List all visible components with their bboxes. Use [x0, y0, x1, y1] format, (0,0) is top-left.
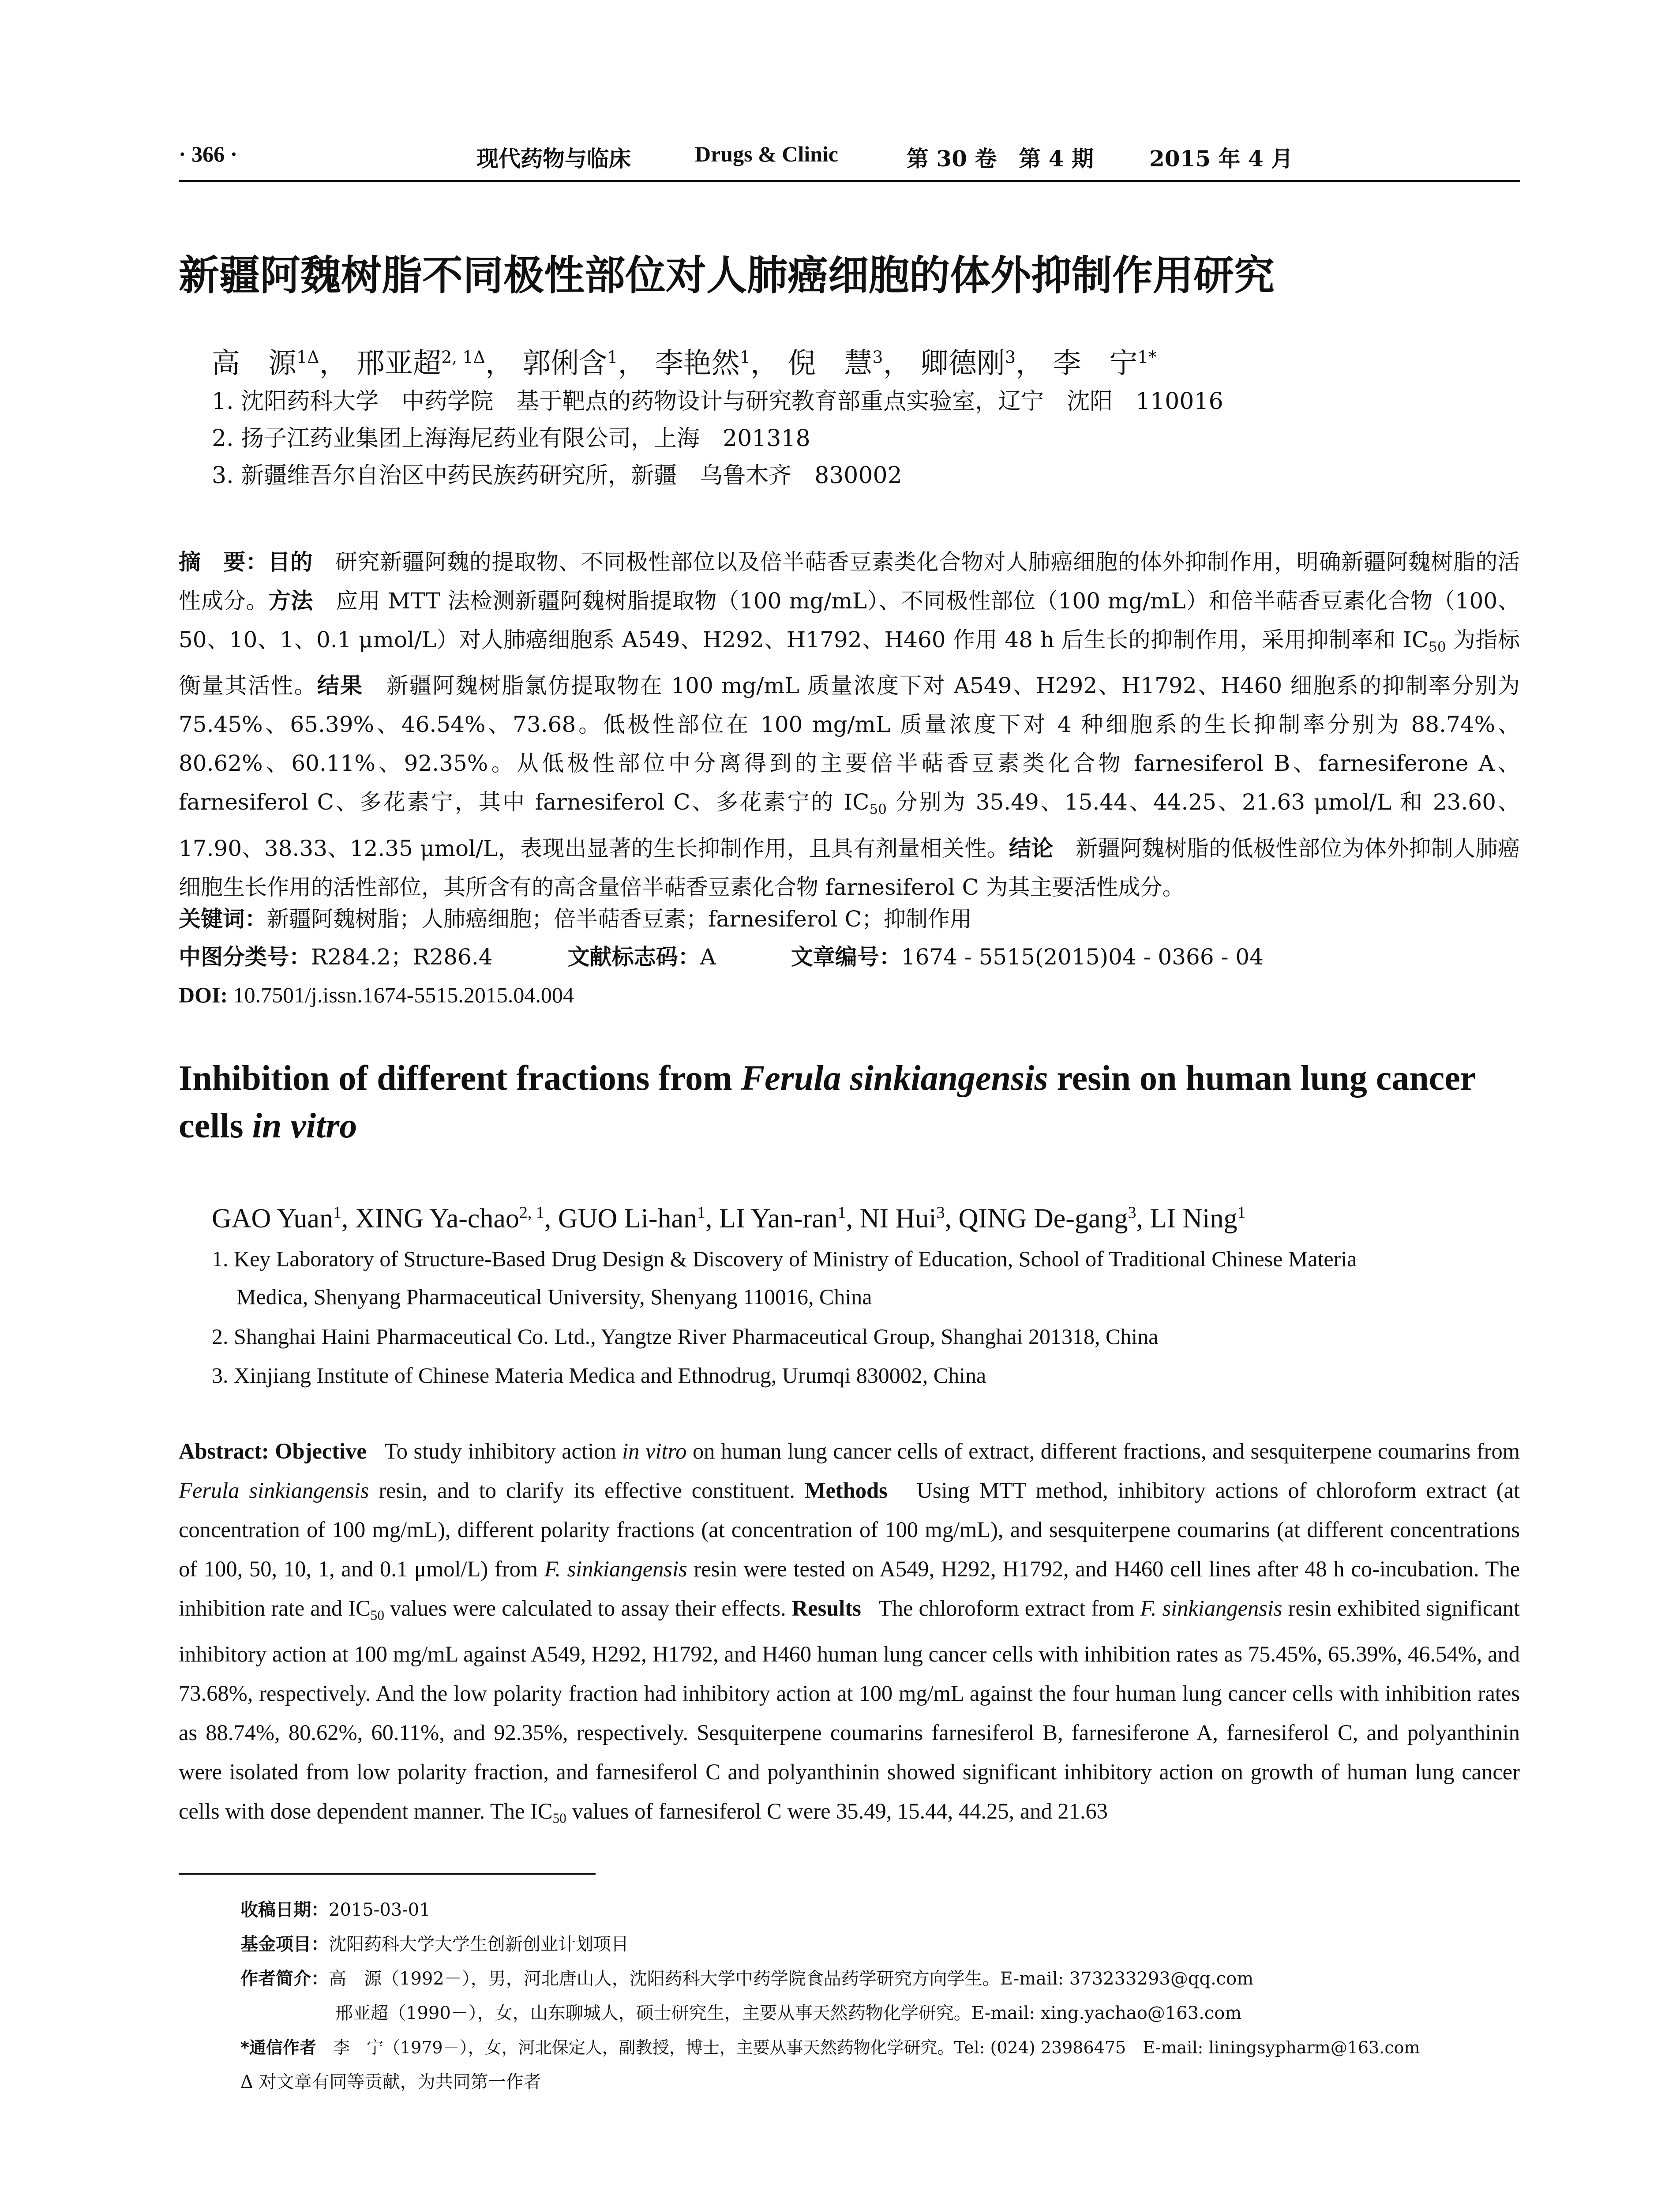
en-results: The chloroform extract from F. sinkiangensis resin exhibited significant inhibitory action at 100 mg/mL against A549, H292, H1792, and H460 human lung cancer cells with inhibition rates as 75.45%, 65.39%, 46.54%, and 73.68%, respectively. And the low polarity fraction had inhibitory action at 100 mg/mL against the four human lung cancer cells with inhibition rates as 88.74%, 80.62%, 60.11%, and 92.35%, respectively. Sesquiterpene coumarins farnesiferol B, farnesiferone A, farnesiferol C, and polyanthinin were isolated from low polarity fraction, and farnesiferol C and polyanthinin showed significant inhibitory action on growth of human lung cancer cells with dose dependent manner. The $IC_{50}$ values of farnesiferol C were 35.49, 15.44, 44.25, and 21.63 [179, 1596, 1520, 1826]
en-author: XING Ya-chao$^{2, 1}$ [355, 1203, 544, 1234]
en-author: NI Hui$^3$ [859, 1203, 945, 1234]
cn-keywords [179, 900, 1520, 938]
cn-conclusion-label: 结论 [1009, 835, 1054, 861]
en-author: GUO Li-han$^1$ [558, 1203, 705, 1234]
cn-author: 邢亚超$^{2, 1\Delta}$ [356, 347, 485, 380]
en-affiliation: 1. Key Laboratory of Structure-Based Drug Design & Discovery of Ministry of Education, School of Traditional Chinese Materia Medica, Shenyang Pharmaceutical University, Shenyang 110016, China [212, 1246, 1357, 1309]
en-author: GAO Yuan$^1$ [212, 1203, 341, 1234]
cn-methods: 应用 MTT 法检测新疆阿魏树脂提取物（100 mg/mL）、不同极性部位（100 mg/mL）和倍半萜香豆素化合物（100、50、10、1、0.1 μmol/L）对人肺癌细胞系 A549、H292、H1792、H460 作用 48 h 后生长的抑制作用，采用抑制率和 $IC_{50}$ 为指标衡量其活性。 [179, 588, 1520, 699]
footnote-bio-2: 邢亚超（1990－），女，山东聊城人，硕士研究生，主要从事天然药物化学研究。E-mail: xing.yachao@163.com [335, 2003, 1242, 2023]
doi [179, 976, 1520, 1014]
cn-affiliation: 3. 新疆维吾尔自治区中药民族药研究所，新疆 乌鲁木齐 830002 [212, 462, 902, 489]
en-author: LI Yan-ran$^1$ [719, 1203, 846, 1234]
journal-name-cn: 现代药物与临床 [476, 146, 631, 172]
page-number: · 366 · [179, 142, 238, 166]
footnote-equal-contribution: Δ 对文章有同等贡献，为共同第一作者 [240, 2072, 541, 2092]
cn-author-list: 高 源$^{1\Delta}$， 邢亚超$^{2, 1\Delta}$， 郭俐含$^1$， 李艳然$^1$， 倪 慧$^3$， 卿德刚$^3$， 李 宁$^{1*}$ [212, 347, 1157, 380]
cn-objective: 研究新疆阿魏的提取物、不同极性部位以及倍半萜香豆素类化合物对人肺癌细胞的体外抑制作用，明确新疆阿魏树脂的活性成分。 [179, 549, 1520, 614]
clc-label: 中图分类号： [179, 944, 311, 970]
footnote-rule [179, 1873, 596, 1875]
cn-abstract-label: 摘 要： [179, 549, 268, 575]
en-author: LI Ning$^1$ [1150, 1203, 1246, 1234]
article-no-value: 1674 - 5515(2015)04 - 0366 - 04 [901, 944, 1264, 970]
footnote-correspondence: *通信作者 李 宁（1979－），女，河北保定人，副教授，博士，主要从事天然药物化学研究。Tel: (024) 23986475 E-mail: liningsypharm@163.com [240, 2038, 1420, 2057]
footnote-received: 收稿日期：2015-03-01 [240, 1900, 431, 1920]
cn-title: 新疆阿魏树脂不同极性部位对人肺癌细胞的体外抑制作用研究 [179, 252, 1275, 299]
doc-code-value: A [700, 944, 716, 970]
cn-affiliation: 2. 扬子江药业集团上海海尼药业有限公司，上海 201318 [212, 425, 810, 452]
cn-results-label: 结果 [317, 673, 364, 699]
en-author: QING De-gang$^3$ [958, 1203, 1136, 1234]
en-affiliation: 2. Shanghai Haini Pharmaceutical Co. Ltd., Yangtze River Pharmaceutical Group, Shanghai 201318, China [212, 1324, 1159, 1349]
footnote-fund: 基金项目：沈阳药科大学大学生创新创业计划项目 [240, 1934, 629, 1955]
doi-label: DOI: [179, 983, 228, 1007]
volume-issue: 第 30 卷 第 4 期 [907, 146, 1094, 172]
en-results-label: Results [791, 1596, 861, 1621]
cn-keywords-text: 新疆阿魏树脂；人肺癌细胞；倍半萜香豆素；farnesiferol C；抑制作用 [267, 906, 972, 932]
clc-value: R284.2；R286.4 [311, 944, 493, 970]
cn-methods-label: 方法 [268, 588, 314, 614]
en-objective: To study inhibitory action in vitro on human lung cancer cells of extract, different fractions, and sesquiterpene coumarins from Ferula sinkiangensis resin, and to clarify its effective constituent. [179, 1439, 1520, 1503]
cn-results: 新疆阿魏树脂氯仿提取物在 100 mg/mL 质量浓度下对 A549、H292、H1792、H460 细胞系的抑制率分别为 75.45%、65.39%、46.54%、73.68。低极性部位在 100 mg/mL 质量浓度下对 4 种细胞系的生长抑制率分别为 88.74%、80.62%、60.11%、92.35%。从低极性部位中分离得到的主要倍半萜香豆素类化合物 farnesiferol B、farnesiferone A、farnesiferol C、多花素宁，其中 farnesiferol C、多花素宁的 $IC_{50}$ 分别为 35.49、15.44、44.25、21.63 μmol/L 和 23.60、17.90、38.33、12.35 μmol/L，表现出显著的生长抑制作用，且具有剂量相关性。 [179, 673, 1520, 861]
cn-abstract [179, 543, 1520, 907]
cn-author: 李艳然$^1$ [655, 347, 750, 380]
cn-author: 郭俐含$^1$ [522, 347, 618, 380]
cn-author: 卿德刚$^3$ [920, 347, 1016, 380]
doi-value: 10.7501/j.issn.1674-5515.2015.04.004 [233, 983, 574, 1007]
en-author-list: GAO Yuan$^1$, XING Ya-chao$^{2, 1}$, GUO Li-han$^1$, LI Yan-ran$^1$, NI Hui$^3$, QING De-gang$^3$, LI Ning$^1$ [212, 1203, 1246, 1234]
journal-name-en: Drugs & Clinic [695, 142, 838, 166]
cn-objective-label: 目的 [268, 549, 313, 575]
cn-affiliation: 1. 沈阳药科大学 中药学院 基于靶点的药物设计与研究教育部重点实验室，辽宁 沈阳 110016 [212, 388, 1223, 415]
en-title: Inhibition of different fractions from Ferula sinkiangensis resin on human lung cancer cells in vitro [179, 1059, 1475, 1145]
cn-author: 高 源$^{1\Delta}$ [212, 347, 319, 380]
cn-keywords-label: 关键词： [179, 906, 267, 932]
en-methods-label: Methods [804, 1478, 888, 1503]
en-affiliation: 3. Xinjiang Institute of Chinese Materia Medica and Ethnodrug, Urumqi 830002, China [212, 1363, 986, 1388]
footnote-bio: 作者简介：高 源（1992－），男，河北唐山人，沈阳药科大学中药学院食品药学研究方向学生。E-mail: 373233293@qq.com [240, 1969, 1254, 1989]
header-rule [179, 180, 1520, 182]
issue-date: 2015 年 4 月 [1149, 146, 1294, 172]
en-abstract [179, 1432, 1520, 1838]
article-no-label: 文章编号： [791, 944, 901, 970]
cn-conclusion: 新疆阿魏树脂的低极性部位为体外抑制人肺癌细胞生长作用的活性部位，其所含有的高含量倍半萜香豆素化合物 farnesiferol C 为其主要活性成分。 [179, 835, 1520, 900]
doc-code-label: 文献标志码： [567, 944, 700, 970]
cn-author: 李 宁$^{1*}$ [1053, 347, 1157, 380]
en-methods: Using MTT method, inhibitory actions of chloroform extract (at concentration of 100 mg/mL), different polarity fractions (at concentration of 100 mg/mL), and sesquiterpene coumarins (at different concentrations of 100, 50, 10, 1, and 0.1 μmol/L) from F. sinkiangensis resin were tested on A549, H292, H1792, and H460 cell lines after 48 h co-incubation. The inhibition rate and $IC_{50}$ values were calculated to assay their effects. [179, 1478, 1520, 1623]
en-abstract-label: Abstract: Objective [179, 1439, 367, 1463]
cn-classification [179, 938, 1520, 976]
cn-author: 倪 慧$^3$ [788, 347, 883, 380]
